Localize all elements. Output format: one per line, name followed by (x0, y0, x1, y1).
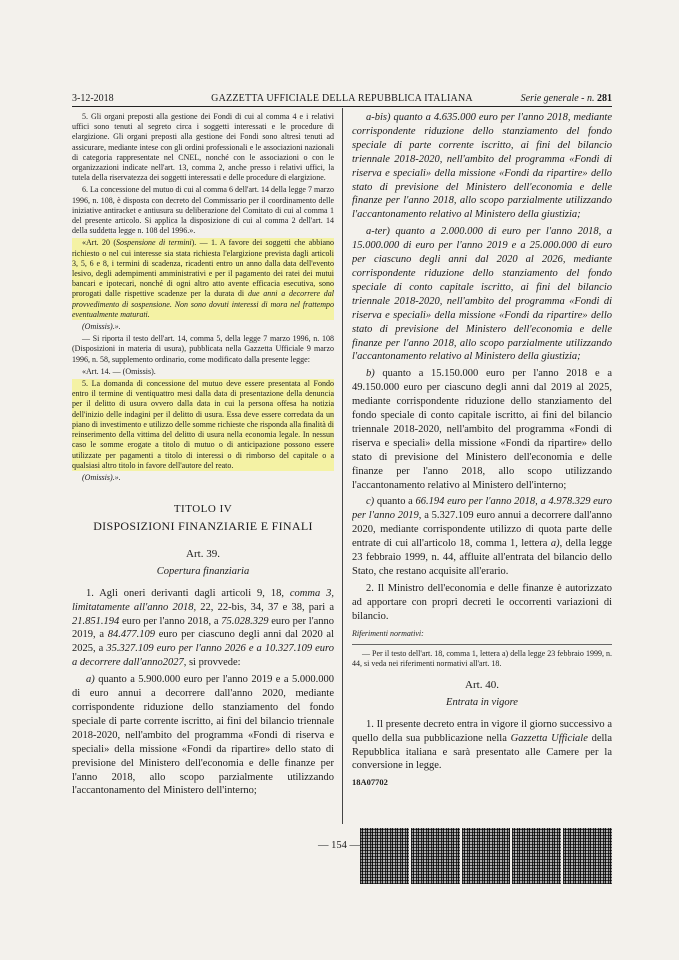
omissis: (Omissis).». (82, 472, 121, 482)
header-series: Serie generale - n. 281 (520, 93, 612, 104)
note-art-14: — Si riporta il testo dell'art. 14, comma 5, della legge 7 marzo 1996, n. 108 (Disposizioni in materia di usura), pubblicata nella Gazzetta Ufficiale 9 marzo 1996, n. 58, supplemento ordinario, come modificato dalla presente legge: (72, 334, 334, 364)
paragraph-5b-highlighted: 5. La domanda di concessione del mutuo deve essere presentata al Fondo entro il termine di ventiquattro mesi dalla data di presentazione della denuncia per il delitto di usura ovvero dalla data in cui la persona offesa ha notizia dell'inizio delle indagini per il delitto di usura. Essa deve essere corredata da un piano di investimento e utilizzo delle somme richieste che risponda alla finalità di reinserimento della vittima del delitto di usura nella economia legale. In nessun caso le somme erogate a titolo di mutuo o di anticipazione possono essere utilizzate per pagamenti a titolo di interessi o di rimborso del capitale o a qualsiasi altro titolo in favore dell'autore del reato. (72, 379, 334, 470)
datamatrix-code (462, 828, 511, 884)
article-39-letter-b: b) quanto a 15.150.000 euro per l'anno 2018 e a 49.150.000 euro per ciascuno degli anni dal 2019 al 2025, mediante corrispondente riduzione dello stanziamento del fondo speciale di conto capitale iscritto, ai fini del bilancio triennale 2018-2020, nell'ambito del programma «Fondi di riserva e speciali» della missione «Fondi da ripartire» dello stato di previsione del Ministero dell'economia e delle finanze per l'anno 2018, allo scopo utilizzando l'accantonamento relativo al Ministero dell'interno; (352, 368, 612, 491)
references-rule (352, 644, 612, 645)
article-39-subtitle: Copertura finanziaria (156, 565, 250, 577)
references-heading: Riferimenti normativi: (352, 628, 424, 638)
article-39-comma-2: 2. Il Ministro dell'economia e delle finanze è autorizzato ad apportare con propri decreti le occorrenti variazioni di bilancio. (352, 582, 612, 622)
article-40-heading: Art. 40. (465, 678, 499, 691)
header-title: GAZZETTA UFFICIALE DELLA REPUBBLICA ITALIANA (211, 93, 473, 104)
paragraph-5: 5. Gli organi preposti alla gestione dei Fondi di cui al comma 4 e i relativi uffici sono tenuti al segreto circa i soggetti interessati e le procedure di elargizione. Gli organi preposti alla gestione dei Fondi sono altresì tenuti ad assicurare, mediante intese con gli ordini professionali e le associazioni nazionali di categoria rappresentate nel CNEL, nonché con le associazioni o con le organizzazioni indicate nell'art. 13, comma 2, anche presso i relativi uffici, la tutela della riservatezza dei soggetti interessati e delle procedure di elargizione. (72, 112, 334, 183)
paragraph-6: 6. La concessione del mutuo di cui al comma 6 dell'art. 14 della legge 7 marzo 1996, n. 108, è disposta con decreto del Commissario per il coordinamento delle iniziative antiracket e antiusura su deliberazione del Comitato di cui al comma 1 del presente articolo. Si applica la disposizione di cui al comma 2 dell'art. 14 della suddetta legge n. 108 del 1996.». (72, 185, 334, 236)
datamatrix-code (563, 828, 612, 884)
article-39-letter-a-bis: a-bis) quanto a 4.635.000 euro per l'anno 2018, mediante corrispondente riduzione dello stanziamento del fondo speciale di parte corrente iscritto, ai fini del bilancio triennale 2018-2020, nell'ambito del programma «Fondi di riserva e speciali» della missione «Fondi da ripartire» dello stato di previsione del Ministero dell'economia e delle finanze per l'anno 2018, allo scopo parzialmente utilizzando l'accantonamento relativo al Ministero della giustizia; (352, 112, 612, 221)
left-column (72, 112, 334, 801)
datamatrix-code (360, 828, 409, 884)
article-20-highlighted: «Art. 20 (Sospensione di termini). — 1. A favore dei soggetti che abbiano richiesto o nel cui interesse sia stata richiesta l'elargizione prevista dagli articoli 3, 5, 6 e 8, i termini di scadenza, ricadenti entro un anno dalla data dell'evento lesivo, degli adempimenti amministrativi e per il pagamento dei ratei dei mutui bancari e ipotecari, nonché di ogni altro atto avente efficacia esecutiva, sono prorogati dalle rispettive scadenze per la durata di due anni a decorrere dal provvedimento di sospensione. Non sono dovuti interessi di mora nel frattempo eventualmente maturati. (72, 238, 334, 319)
datamatrix-code (512, 828, 561, 884)
references-text: — Per il testo dell'art. 18, comma 1, lettera a) della legge 23 febbraio 1999, n. 44, si veda nei riferimenti normativi all'art. 18. (352, 648, 612, 668)
page-header (72, 93, 612, 105)
column-divider (342, 108, 343, 824)
article-40-text: 1. Il presente decreto entra in vigore il giorno successivo a quello della sua pubblicazione nella Gazzetta Ufficiale della Repubblica italiana e sarà presentato alle Camere per la conversione in legge. (352, 718, 612, 772)
article-40-subtitle: Entrata in vigore (446, 696, 518, 708)
right-column (352, 111, 612, 793)
header-rule (72, 106, 612, 107)
title-iv: TITOLO IV (173, 503, 233, 516)
datamatrix-code (411, 828, 460, 884)
article-39-letter-a: a) quanto a 5.900.000 euro per l'anno 2019 e a 5.000.000 di euro annui a decorrere dall'anno 2020, mediante corrispondente riduzione dello stanziamento del fondo speciale di parte corrente iscritto, ai fini del bilancio triennale 2018-2020, nell'ambito del programma «Fondi di riserva e speciali» della missione «Fondi da ripartire» dello stato di previsione del Ministero dell'economia e delle finanze per l'anno 2018, allo scopo parzialmente utilizzando l'accantonamento del Ministero dell'interno; (72, 674, 334, 797)
datamatrix-codes (360, 828, 612, 884)
document-code: 18A07702 (352, 777, 388, 788)
article-39-letter-c: c) quanto a 66.194 euro per l'anno 2018, a 4.978.329 euro per l'anno 2019, a 5.327.109 euro annui a decorrere dall'anno 2020, mediante corrispondente utilizzo di quota parte delle entrate di cui all'articolo 18, comma 1, lettera a), della legge 23 febbraio 1999, n. 44, affluite all'entrata del bilancio dello Stato, che restano acquisite all'erario. (352, 496, 612, 577)
article-39-letter-a-ter: a-ter) quanto a 2.000.000 di euro per l'anno 2018, a 15.000.000 di euro per l'anno 2019 e a 25.000.000 di euro per ciascuno degli anni dal 2020 al 2026, mediante corrispondente riduzione dello stanziamento del fondo speciale di conto capitale iscritto, ai fini del bilancio triennale 2018-2020, nell'ambito del programma «Fondi di riserva e speciali» della missione «Fondi da ripartire» dello stato di previsione del Ministero dell'economia e delle finanze per l'anno 2018, allo scopo parzialmente utilizzando l'accantonamento relativo al Ministero della giustizia; (352, 226, 612, 363)
article-39-comma-1: 1. Agli oneri derivanti dagli articoli 9, 18, comma 3, limitatamente all'anno 2018, 22, 22-bis, 34, 37 e 38, pari a 21.851.194 euro per l'anno 2018, a 75.028.329 euro per l'anno 2019, a 84.477.109 euro per ciascuno degli anni dal 2020 al 2025, a 35.327.109 euro per l'anno 2026 e a 10.327.109 euro a decorrere dall'anno2027, si provvede: (72, 587, 334, 669)
page-number: — 154 — (318, 840, 360, 851)
art-14-heading: «Art. 14. — (Omissis). (82, 366, 156, 376)
header-date: 3-12-2018 (72, 93, 114, 104)
title-iv-subtitle: DISPOSIZIONI FINANZIARIE E FINALI (93, 519, 313, 534)
article-39-heading: Art. 39. (186, 547, 220, 560)
omissis: (Omissis).». (82, 322, 121, 332)
